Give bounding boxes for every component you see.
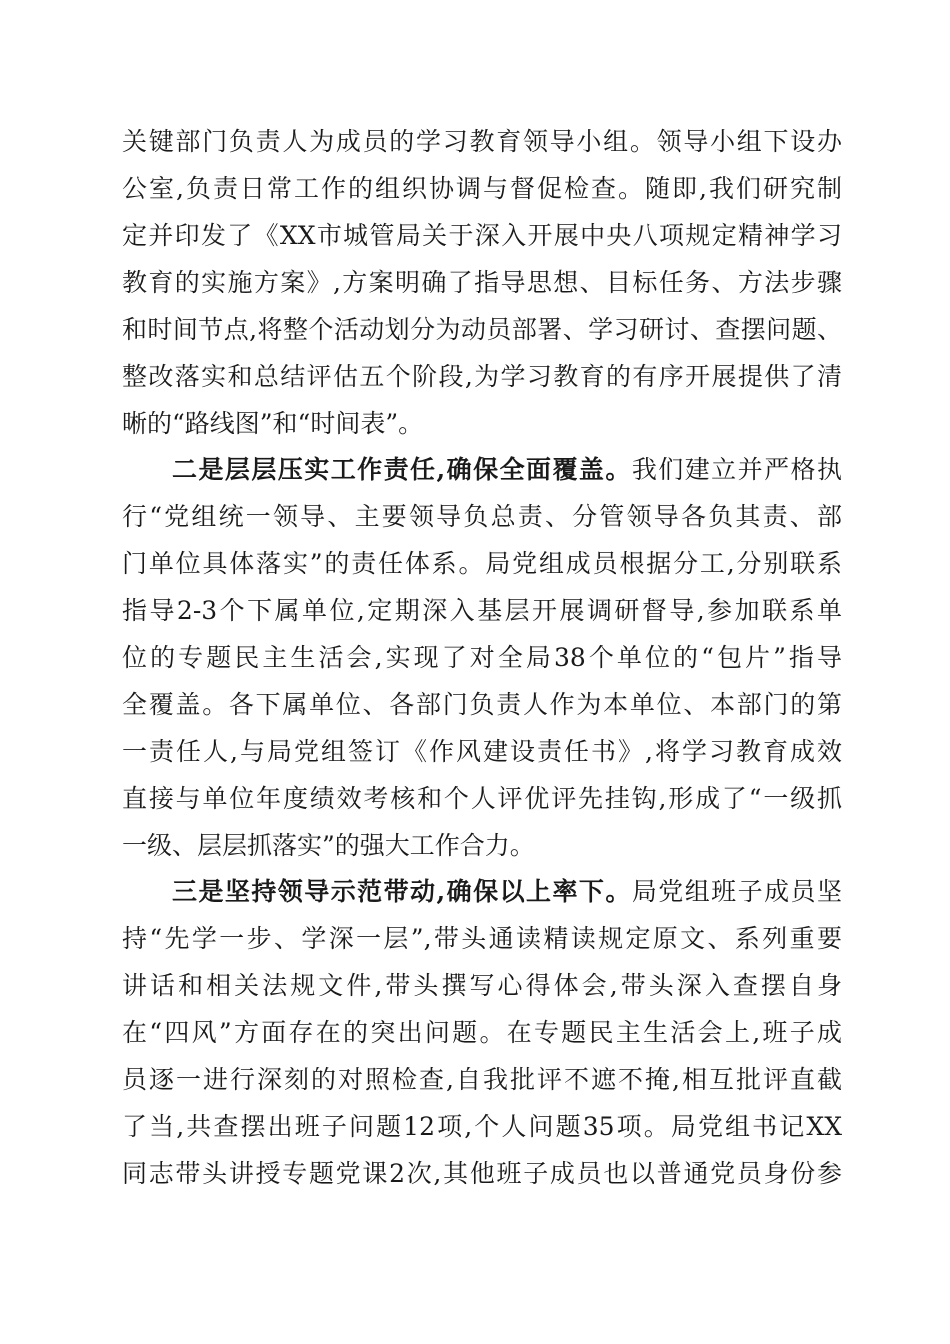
text-line: 位的专题民主生活会,实现了对全局38个单位的“包片”指导: [122, 643, 842, 672]
paragraph-lead-heading: 二是层层压实工作责任,确保全面覆盖。: [172, 455, 632, 484]
text-line: 行“党组统一领导、主要领导负总责、分管领导各负其责、部: [122, 502, 842, 531]
text-line: 了当,共查摆出班子问题12项,个人问题35项。局党组书记XX: [122, 1112, 842, 1141]
text-line: 员逐一进行深刻的对照检查,自我批评不遮不掩,相互批评直截: [122, 1065, 842, 1094]
text-line: 关键部门负责人为成员的学习教育领导小组。领导小组下设办: [122, 127, 842, 156]
text-line: 同志带头讲授专题党课2次,其他班子成员也以普通党员身份参: [122, 1159, 842, 1188]
text-line: 一级、层层抓落实”的强大工作合力。: [122, 831, 535, 860]
text-line: 公室,负责日常工作的组织协调与督促检查。随即,我们研究制: [122, 174, 842, 203]
text-line: 整改落实和总结评估五个阶段,为学习教育的有序开展提供了清: [122, 362, 842, 391]
text-line: 讲话和相关法规文件,带头撰写心得体会,带头深入查摆自身: [122, 971, 842, 1000]
text-line: 教育的实施方案》,方案明确了指导思想、目标任务、方法步骤: [122, 268, 842, 297]
text-line: 门单位具体落实”的责任体系。局党组成员根据分工,分别联系: [122, 549, 842, 578]
text-line: 晰的“路线图”和“时间表”。: [122, 409, 424, 438]
text-line: 一责任人,与局党组签订《作风建设责任书》,将学习教育成效: [122, 737, 842, 766]
text-line: 和时间节点,将整个活动划分为动员部署、学习研讨、查摆问题、: [122, 315, 842, 344]
text-line: 在“四风”方面存在的突出问题。在专题民主生活会上,班子成: [122, 1018, 842, 1047]
paragraph-first-line: [172, 870, 842, 914]
paragraph-lead-text: 我们建立并严格执: [631, 455, 842, 484]
paragraph-lead-text: 局党组班子成员坚: [631, 877, 842, 906]
text-line: 全覆盖。各下属单位、各部门负责人作为本单位、本部门的第: [122, 690, 842, 719]
text-line: 指导2-3个下属单位,定期深入基层开展调研督导,参加联系单: [122, 596, 842, 625]
text-line: 直接与单位年度绩效考核和个人评优评先挂钩,形成了“一级抓: [122, 784, 842, 813]
text-line: 持“先学一步、学深一层”,带头通读精读规定原文、系列重要: [122, 924, 842, 953]
paragraph-first-line: [172, 448, 842, 492]
text-line: 定并印发了《XX市城管局关于深入开展中央八项规定精神学习: [122, 221, 842, 250]
paragraph-lead-heading: 三是坚持领导示范带动,确保以上率下。: [172, 877, 632, 906]
